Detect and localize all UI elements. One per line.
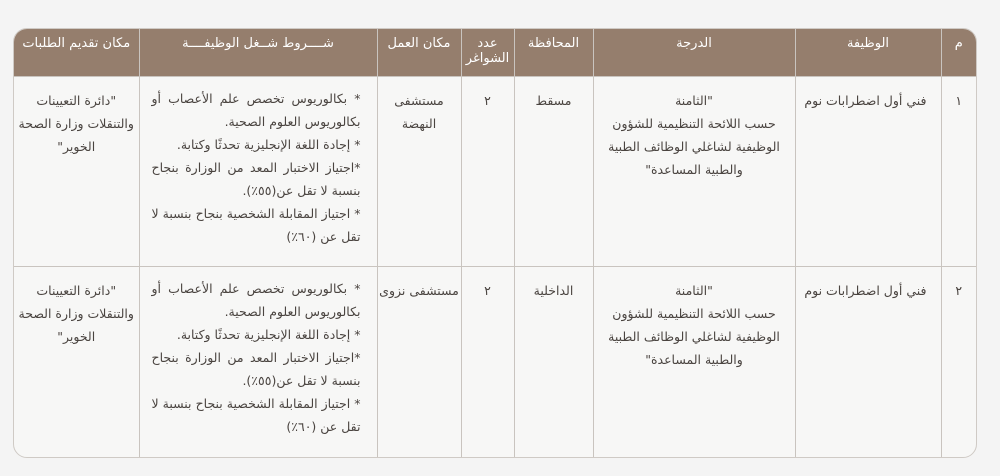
jobs-table <box>14 29 976 457</box>
workplace: مستشفى النهضة <box>377 76 461 267</box>
governorate: مسقط <box>514 76 593 267</box>
apply-location: "دائرة التعيينات والتنقلات وزارة الصحة الخوير" <box>14 267 139 457</box>
grade-line: الوظيفية لشاغلي الوظائف الطبية <box>608 329 780 345</box>
vacancy-count: ٢ <box>461 267 514 457</box>
job-title: فني أول اضطرابات نوم <box>795 267 941 457</box>
jobs-table-container <box>13 28 977 458</box>
header-governorate: المحافظة <box>514 29 593 76</box>
header-count: عدد الشواغر <box>461 29 514 76</box>
job-title: فني أول اضطرابات نوم <box>795 76 941 267</box>
row-number: ١ <box>941 76 976 267</box>
row-number: ٢ <box>941 267 976 457</box>
header-row <box>14 29 976 76</box>
condition-item: * بكالوريوس تخصص علم الأعصاب أو بكالوريوس العلوم الصحية. <box>151 281 361 320</box>
grade-cell <box>593 267 795 457</box>
grade-line: "الثامنة <box>675 283 713 299</box>
condition-item: * إجادة اللغة الإنجليزية تحدثًا وكتابة. <box>176 136 361 152</box>
condition-item: * إجادة اللغة الإنجليزية تحدثًا وكتابة. <box>176 327 361 343</box>
conditions-cell <box>139 267 377 457</box>
header-apply: مكان تقديم الطلبات <box>14 29 139 76</box>
condition-item: *اجتياز الاختبار المعد من الوزارة بنجاح بنسبة لا تقل عن(٥٥٪). <box>151 159 361 198</box>
header-m: م <box>941 29 976 76</box>
apply-location: "دائرة التعيينات والتنقلات وزارة الصحة الخوير" <box>14 76 139 267</box>
header-grade: الدرجة <box>593 29 795 76</box>
condition-item: * اجتياز المقابلة الشخصية بنجاح بنسبة لا تقل عن (٦٠٪) <box>151 205 361 244</box>
header-workplace: مكان العمل <box>377 29 461 76</box>
grade-line: حسب اللائحة التنظيمية للشؤون <box>612 115 776 131</box>
table-row <box>14 76 976 267</box>
grade-line: والطبية المساعدة" <box>645 161 743 177</box>
condition-item: *اجتياز الاختبار المعد من الوزارة بنجاح بنسبة لا تقل عن(٥٥٪). <box>151 350 361 389</box>
governorate: الداخلية <box>514 267 593 457</box>
header-job: الوظيفة <box>795 29 941 76</box>
condition-item: * اجتياز المقابلة الشخصية بنجاح بنسبة لا تقل عن (٦٠٪) <box>151 396 361 435</box>
table-row <box>14 267 976 457</box>
grade-line: الوظيفية لشاغلي الوظائف الطبية <box>608 138 780 154</box>
condition-item: * بكالوريوس تخصص علم الأعصاب أو بكالوريوس العلوم الصحية. <box>151 90 361 129</box>
grade-line: حسب اللائحة التنظيمية للشؤون <box>612 306 776 322</box>
grade-cell <box>593 76 795 267</box>
vacancy-count: ٢ <box>461 76 514 267</box>
conditions-cell <box>139 76 377 267</box>
header-conditions: شــــروط شــغل الوظيفــــة <box>139 29 377 76</box>
workplace: مستشفى نزوى <box>377 267 461 457</box>
grade-line: والطبية المساعدة" <box>645 352 743 368</box>
grade-line: "الثامنة <box>675 92 713 108</box>
